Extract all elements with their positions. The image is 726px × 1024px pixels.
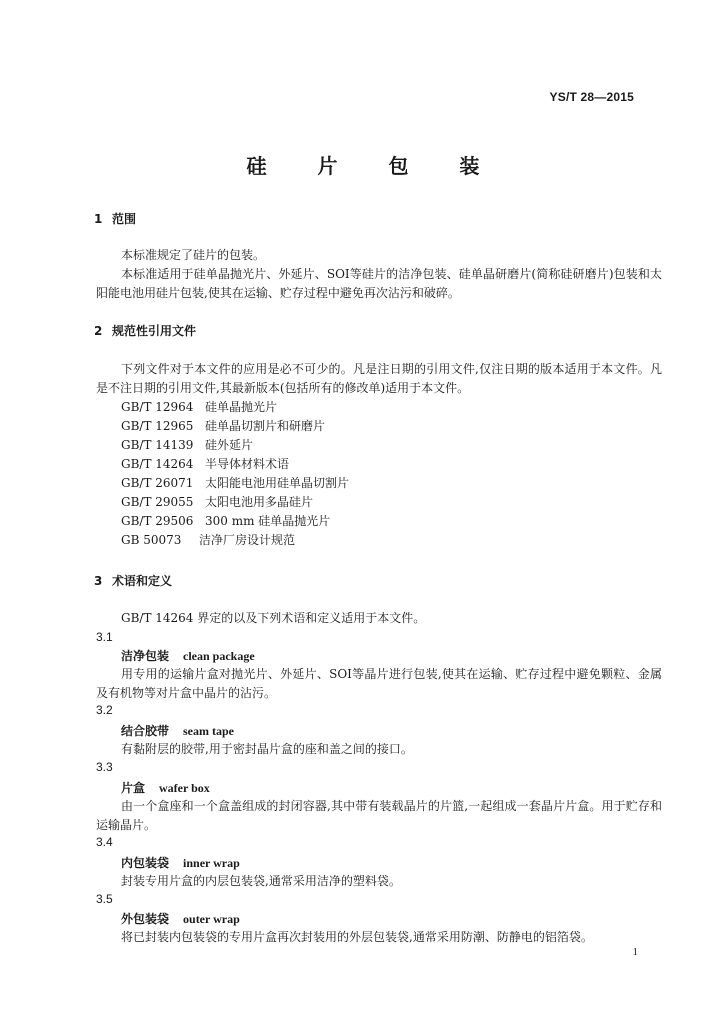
reference-title: 太阳能电池用硅单晶切割片 — [205, 476, 350, 490]
term-zh: 片盒 — [121, 781, 146, 795]
reference-code: GB/T 14264 — [121, 457, 194, 471]
reference-code: GB/T 29506 — [121, 514, 194, 528]
document-title: 硅 片 包 装 — [246, 154, 502, 178]
term-number: 3.3 — [96, 760, 113, 774]
section-3-heading — [94, 572, 172, 589]
term-heading — [121, 722, 234, 739]
reference-title: 洁净厂房设计规范 — [199, 533, 296, 547]
standard-code: YS/T 28—2015 — [549, 90, 634, 104]
reference-item — [121, 493, 349, 512]
term-zh: 结合胶带 — [121, 724, 170, 738]
term-definition: 封装专用片盒的内层包装袋,通常采用洁净的塑料袋。 — [121, 874, 401, 888]
term-heading — [121, 647, 255, 664]
reference-item — [121, 455, 349, 474]
term-heading — [121, 854, 240, 871]
term-number: 3.2 — [96, 703, 113, 717]
section-2-intro: 下列文件对于本文件的应用是必不可少的。凡是注日期的引用文件,仅注日期的版本适用于本文件。凡是不注日期的引用文件,其最新版本(包括所有的修改单)适用于本文件。 — [96, 362, 662, 395]
term-zh: 外包装袋 — [121, 912, 170, 926]
reference-item — [121, 531, 349, 550]
section-2-heading — [94, 322, 196, 339]
term-number: 3.4 — [96, 835, 113, 849]
reference-item — [121, 436, 349, 455]
term-zh: 内包装袋 — [121, 856, 170, 870]
term-heading — [121, 910, 240, 927]
reference-title: 硅单晶切割片和研磨片 — [205, 419, 326, 433]
section-number: 3 — [94, 574, 103, 588]
term-zh: 洁净包装 — [121, 649, 170, 663]
term-definition: 用专用的运输片盒对抛光片、外延片、SOI等晶片进行包装,使其在运输、贮存过程中避免颗粒、金属及有机物等对片盒中晶片的沾污。 — [96, 667, 662, 700]
reference-code: GB/T 26071 — [121, 476, 194, 490]
term-definition: 将已封装内包装袋的专用片盒再次封装用的外层包装袋,通常采用防潮、防静电的铝箔袋。 — [121, 930, 593, 944]
term-en: inner wrap — [183, 856, 240, 870]
page-number: 1 — [632, 946, 638, 958]
section-1-paragraph-2: 本标准适用于硅单晶抛光片、外延片、SOI等硅片的洁净包装、硅单晶研磨片(简称硅研磨片)包装和太阳能电池用硅片包装,使其在运输、贮存过程中避免再次沾污和破碎。 — [96, 267, 662, 300]
section-1-paragraph-1: 本标准规定了硅片的包装。 — [121, 248, 266, 262]
reference-item — [121, 398, 349, 417]
section-title: 范围 — [112, 212, 137, 226]
term-en: clean package — [183, 649, 255, 663]
reference-title: 硅单晶抛光片 — [205, 400, 278, 414]
reference-item — [121, 512, 349, 531]
reference-title: 硅外延片 — [205, 438, 254, 452]
section-number: 2 — [94, 324, 103, 338]
reference-item — [121, 417, 349, 436]
term-en: seam tape — [183, 724, 235, 738]
reference-item — [121, 474, 349, 493]
term-en: outer wrap — [183, 912, 240, 926]
reference-title: 太阳电池用多晶硅片 — [205, 495, 314, 509]
section-title: 规范性引用文件 — [112, 324, 197, 338]
section-1-heading — [94, 210, 136, 227]
term-definition: 有黏附层的胶带,用于密封晶片盒的座和盖之间的接口。 — [121, 742, 413, 756]
section-title: 术语和定义 — [112, 574, 173, 588]
reference-code: GB/T 12964 — [121, 400, 194, 414]
reference-title: 300 mm 硅单晶抛光片 — [205, 514, 331, 528]
term-number: 3.5 — [96, 892, 113, 906]
term-number: 3.1 — [96, 630, 113, 644]
section-3-intro: GB/T 14264 界定的以及下列术语和定义适用于本文件。 — [121, 611, 426, 625]
section-number: 1 — [94, 212, 103, 226]
term-heading — [121, 779, 210, 796]
reference-code: GB 50073 — [121, 533, 182, 547]
term-definition: 由一个盒座和一个盒盖组成的封闭容器,其中带有装载晶片的片篮,一起组成一套晶片片盒。用于贮存和运输晶片。 — [96, 799, 662, 832]
reference-title: 半导体材料术语 — [205, 457, 290, 471]
normative-references-list — [121, 398, 349, 550]
reference-code: GB/T 14139 — [121, 438, 194, 452]
term-en: wafer box — [159, 781, 210, 795]
reference-code: GB/T 12965 — [121, 419, 194, 433]
reference-code: GB/T 29055 — [121, 495, 194, 509]
